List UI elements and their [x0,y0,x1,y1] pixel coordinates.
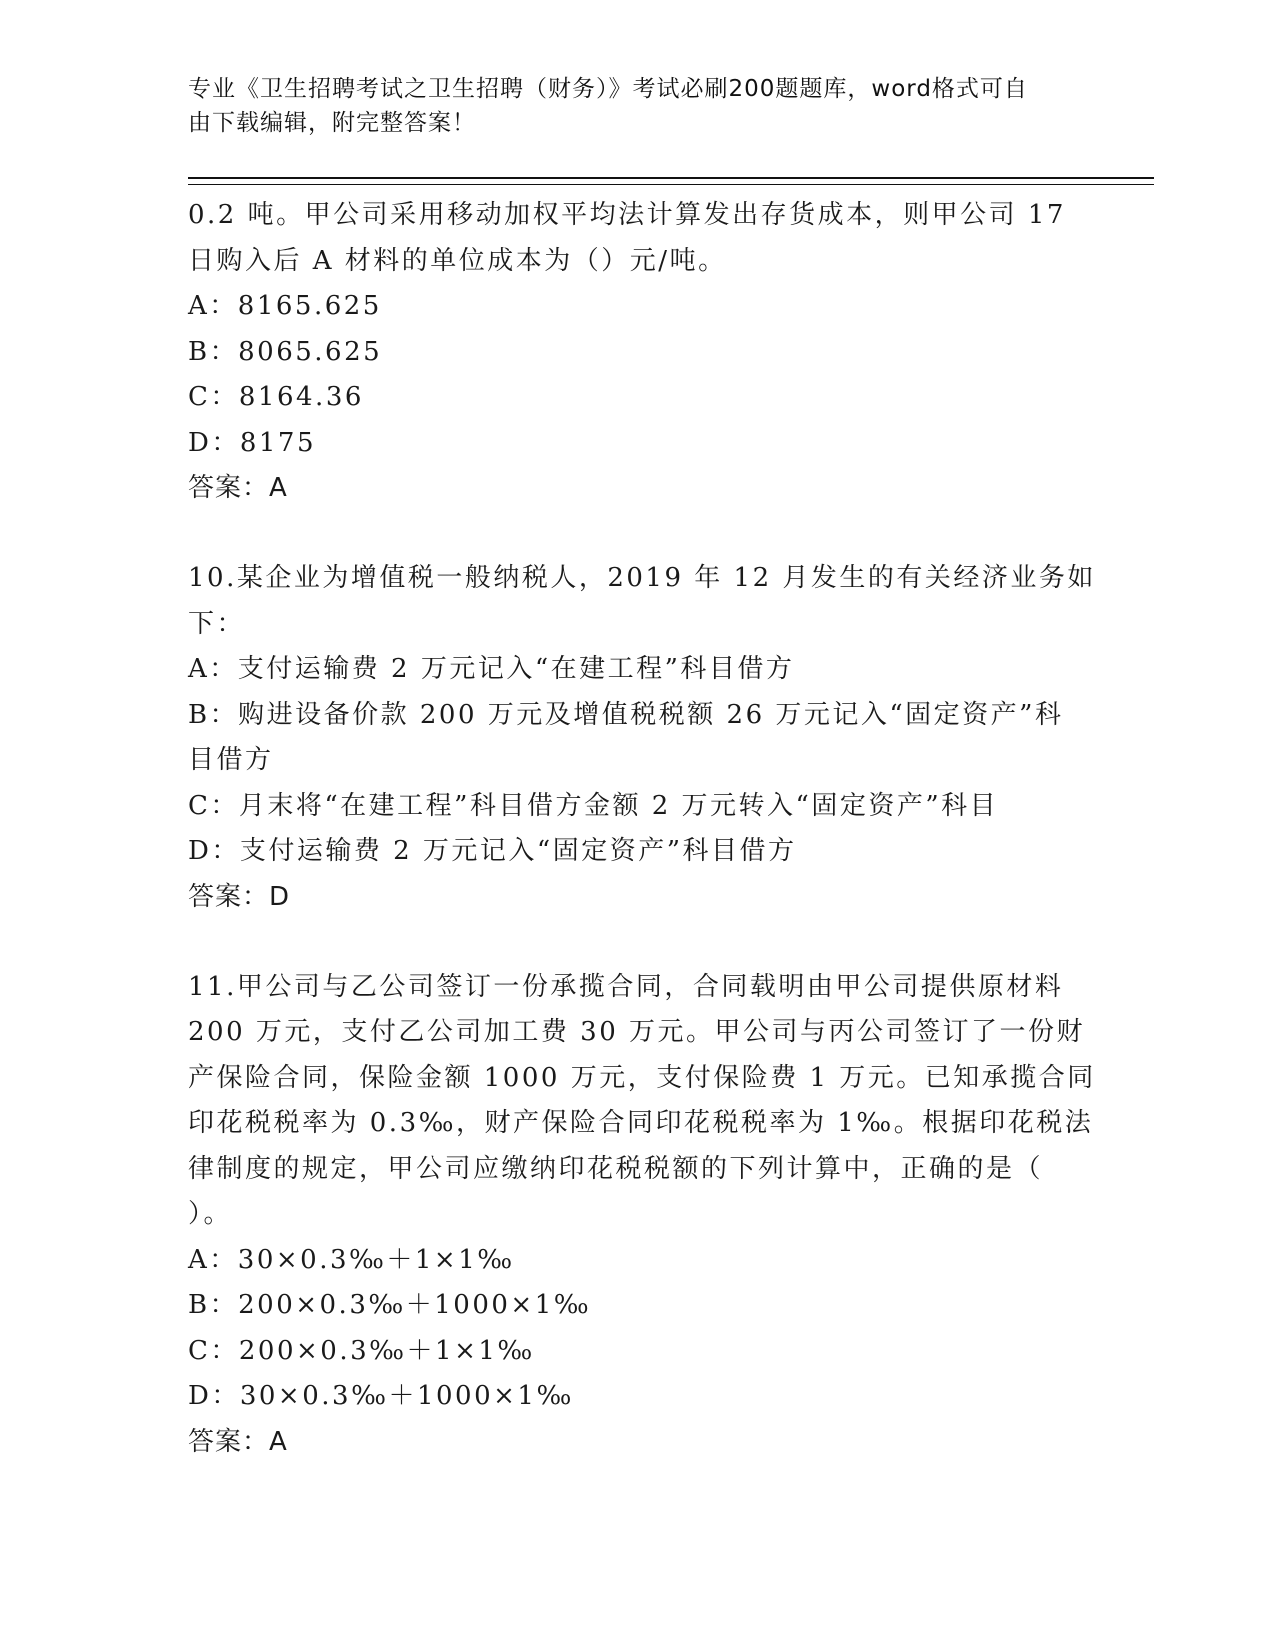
answer-line: 答案：A [188,1426,288,1457]
question-9 [188,193,1088,511]
document-header [188,72,1068,140]
option-b: B：购进设备价款 200 万元及增值税税额 26 万元记入“固定资产”科 [188,699,1064,730]
option-d: D：支付运输费 2 万元记入“固定资产”科目借方 [188,836,797,866]
option-c: C：月末将“在建工程”科目借方金额 2 万元转入“固定资产”科目 [188,790,999,821]
header-line-2: 由下载编辑，附完整答案！ [188,110,476,136]
question-stem-line: 律制度的规定，甲公司应缴纳印花税税额的下列计算中，正确的是（ [188,1153,1044,1184]
question-11 [188,965,1096,1465]
option-b: B：8065.625 [188,336,383,367]
question-stem-line: 11.甲公司与乙公司签订一份承揽合同，合同载明由甲公司提供原材料 [188,971,1064,1002]
question-stem-line: 200 万元，支付乙公司加工费 30 万元。甲公司与丙公司签订了一份财 [188,1017,1086,1047]
option-d: D：8175 [188,427,317,458]
option-a: A：30×0.3‰＋1×1‰ [188,1244,515,1275]
option-d: D：30×0.3‰＋1000×1‰ [188,1381,574,1411]
question-stem-line: 印花税税率为 0.3‰，财产保险合同印花税税率为 1‰。根据印花税法 [188,1108,1094,1138]
spacer [188,511,1088,556]
question-stem-line: 10.某企业为增值税一般纳税人，2019 年 12 月发生的有关经济业务如 [188,563,1096,593]
option-a: A：8165.625 [188,291,382,321]
question-stem-line: 下： [188,608,246,639]
option-c: C：200×0.3‰＋1×1‰ [188,1335,535,1366]
question-10 [188,556,1096,920]
question-stem-line: 0.2 吨。甲公司采用移动加权平均法计算发出存货成本，则甲公司 17 [188,200,1066,230]
spacer [188,920,1088,965]
header-line-1: 专业《卫生招聘考试之卫生招聘（财务）》考试必刷200题题库，word格式可自 [188,76,1028,102]
question-stem-line: ）。 [188,1199,233,1229]
header-divider-thin [188,184,1154,185]
question-stem-line: 产保险合同，保险金额 1000 万元，支付保险费 1 万元。已知承揽合同 [188,1062,1096,1093]
option-a: A：支付运输费 2 万元记入“在建工程”科目借方 [188,654,795,684]
option-b-continued: 目借方 [188,745,274,775]
question-stem-line: 日购入后 A 材料的单位成本为（）元/吨。 [188,245,727,276]
option-b: B：200×0.3‰＋1000×1‰ [188,1290,592,1320]
answer-line: 答案：D [188,881,291,912]
document-body [188,193,1096,1465]
option-c: C：8164.36 [188,382,364,412]
answer-line: 答案：A [188,473,288,503]
header-divider-thick [188,177,1154,179]
